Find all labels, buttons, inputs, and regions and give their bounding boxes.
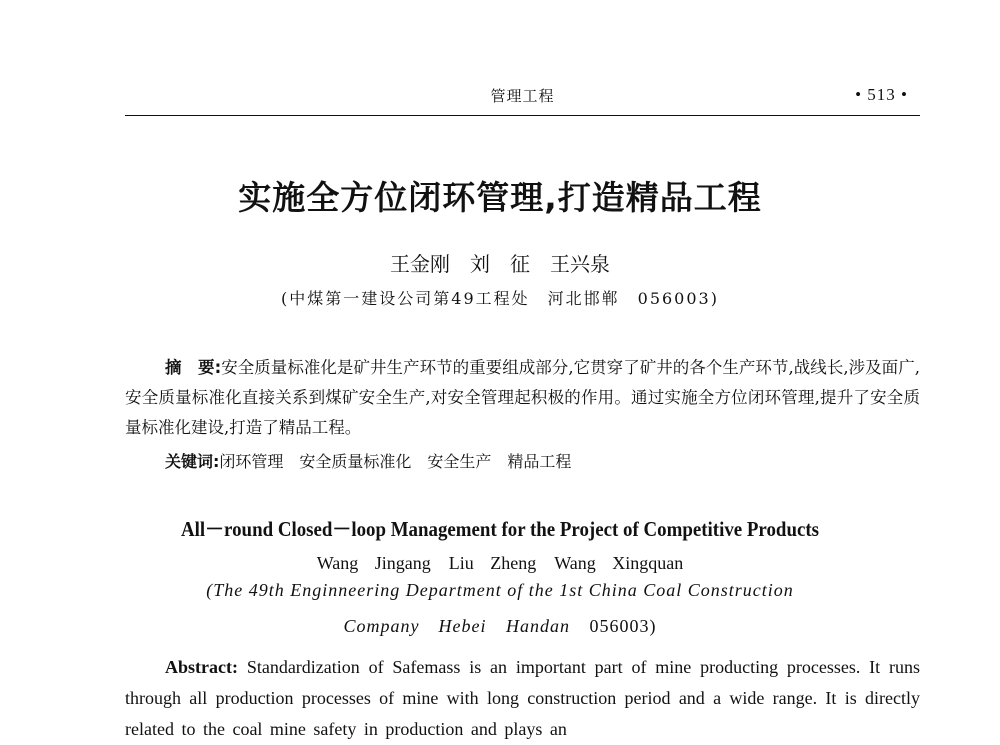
- chinese-keywords-label: 关键词:: [165, 452, 220, 471]
- english-abstract-text: Standardization of Safemass is an important part of mine producting processes. It runs through all production processes of mine with long construction period and a wide range. It is directly related to the coal mine safety in production and plays an: [125, 657, 921, 739]
- chinese-keywords: [165, 449, 571, 472]
- chinese-keywords-text: 闭环管理 安全质量标准化 安全生产 精品工程: [219, 452, 572, 471]
- english-affiliation-place: Company Hebei Handan: [343, 616, 570, 636]
- header-rule: [125, 115, 920, 116]
- english-abstract: [125, 652, 920, 745]
- chinese-abstract-label: 摘 要:: [165, 358, 222, 377]
- chinese-abstract: [125, 353, 920, 443]
- chinese-abstract-text: 安全质量标准化是矿井生产环节的重要组成部分,它贯穿了矿井的各个生产环节,战线长,涉及面广,安全质量标准化直接关系到煤矿安全生产,对安全管理起积极的作用。通过实施全方位闭环管理,提升了安全质量标准化建设,打造了精品工程。: [125, 358, 920, 437]
- english-abstract-label: Abstract:: [165, 657, 238, 677]
- english-affiliation-line1: (The 49th Enginneering Department of the 1st China Coal Construction: [206, 580, 794, 600]
- chinese-authors: 王金刚 刘 征 王兴泉: [390, 252, 610, 276]
- journal-section-name: 管理工程: [490, 87, 555, 105]
- running-header: [125, 85, 920, 107]
- english-affiliation-postcode: 056003): [589, 616, 657, 636]
- english-affiliation-line2: [0, 612, 1000, 638]
- chinese-title: 实施全方位闭环管理,打造精品工程: [238, 178, 762, 217]
- chinese-affiliation: (中煤第一建设公司第49工程处 河北邯郸 056003): [281, 289, 719, 308]
- page-number: • 513 •: [855, 85, 908, 104]
- english-title: All－round Closed－loop Management for the Project of Competitive Products: [181, 517, 819, 541]
- english-authors: Wang Jingang Liu Zheng Wang Xingquan: [316, 553, 684, 573]
